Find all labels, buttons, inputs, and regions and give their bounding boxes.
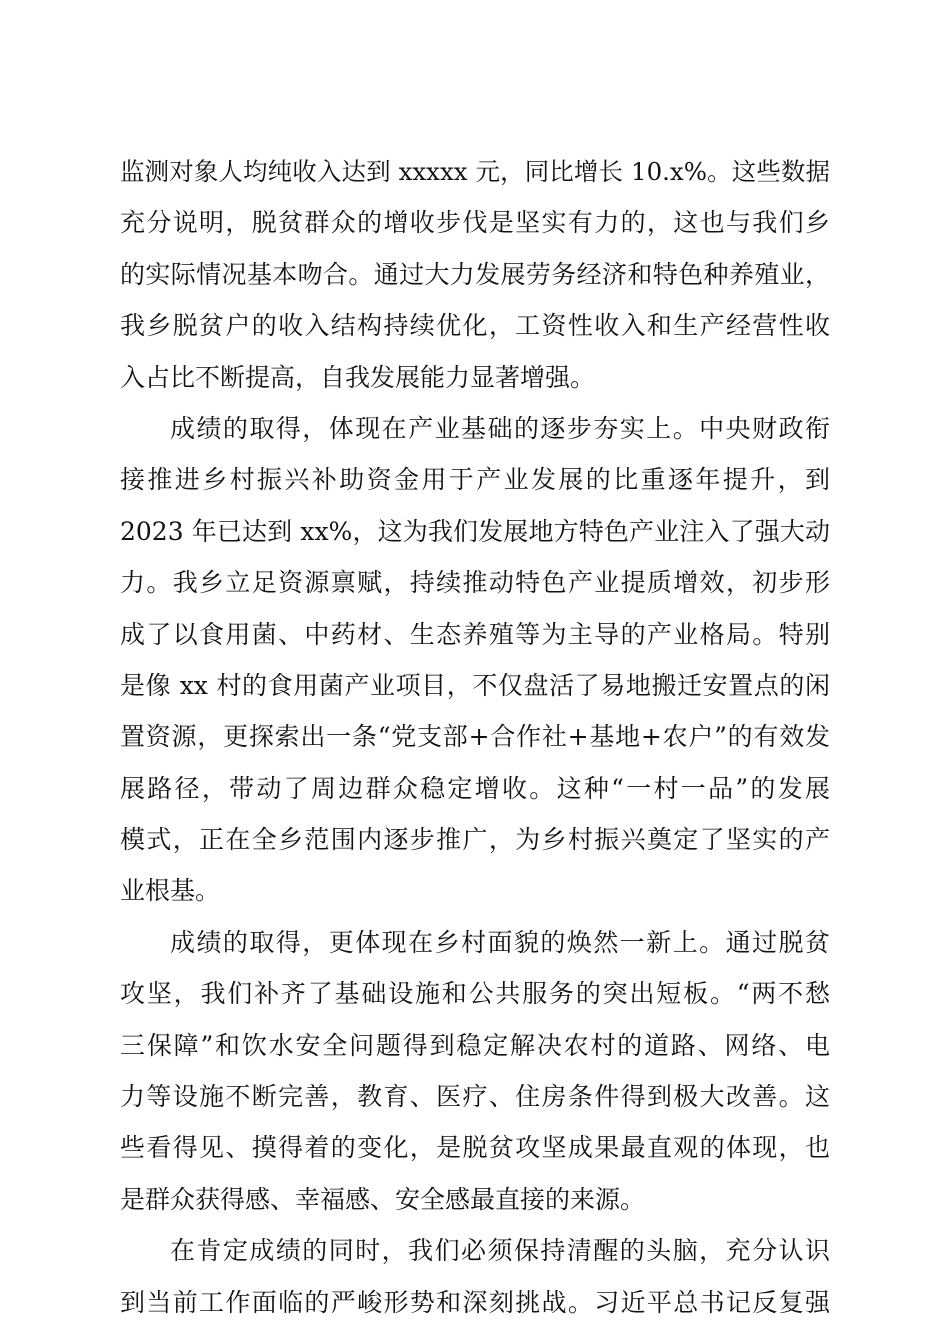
text-line: 成了以食用菌、中药材、生态养殖等为主导的产业格局。特别 bbox=[120, 619, 830, 649]
text-line: 些看得见、摸得着的变化，是脱贫攻坚成果最直观的体现，也 bbox=[120, 1133, 830, 1163]
text-line: 充分说明，脱贫群众的增收步伐是坚实有力的，这也与我们乡 bbox=[120, 208, 830, 238]
paragraph-first-line: 成绩的取得，体现在产业基础的逐步夯实上。中央财政衔 bbox=[170, 413, 830, 443]
text-line: 监测对象人均纯收入达到 xxxxx 元，同比增长 10.x%。这些数据 bbox=[120, 157, 830, 186]
text-line: 三保障”和饮水安全问题得到稳定解决农村的道路、网络、电 bbox=[120, 1030, 830, 1060]
text-line: 展路径，带动了周边群众稳定增收。这种“一村一品”的发展 bbox=[120, 773, 830, 803]
text-line: 我乡脱贫户的收入结构持续优化，工资性收入和生产经营性收 bbox=[120, 311, 830, 341]
text-line: 力。我乡立足资源禀赋，持续推动特色产业提质增效，初步形 bbox=[120, 568, 830, 598]
text-line: 到当前工作面临的严峻形势和深刻挑战。习近平总书记反复强 bbox=[120, 1287, 830, 1317]
text-line: 入占比不断提高，自我发展能力显著增强。 bbox=[120, 362, 596, 392]
text-line: 业根基。 bbox=[120, 876, 221, 906]
text-line: 攻坚，我们补齐了基础设施和公共服务的突出短板。“两不愁 bbox=[120, 979, 830, 1009]
document-body bbox=[120, 146, 830, 1328]
text-line: 力等设施不断完善，教育、医疗、住房条件得到极大改善。这 bbox=[120, 1082, 830, 1112]
text-line: 模式，正在全乡范围内逐步推广，为乡村振兴奠定了坚实的产 bbox=[120, 825, 830, 855]
text-line: 是群众获得感、幸福感、安全感最直接的来源。 bbox=[120, 1184, 646, 1214]
paragraph-first-line: 在肯定成绩的同时，我们必须保持清醒的头脑，充分认识 bbox=[170, 1236, 830, 1266]
text-line: 的实际情况基本吻合。通过大力发展劳务经济和特色种养殖业， bbox=[120, 259, 830, 289]
text-line: 接推进乡村振兴补助资金用于产业发展的比重逐年提升，到 bbox=[120, 465, 830, 495]
text-line: 置资源，更探索出一条“党支部+合作社+基地+农户”的有效发 bbox=[120, 722, 830, 752]
text-line: 2023 年已达到 xx%，这为我们发展地方特色产业注入了强大动 bbox=[120, 516, 830, 546]
text-line: 是像 xx 村的食用菌产业项目，不仅盘活了易地搬迁安置点的闲 bbox=[120, 670, 830, 700]
paragraph-first-line: 成绩的取得，更体现在乡村面貌的焕然一新上。通过脱贫 bbox=[170, 927, 830, 957]
